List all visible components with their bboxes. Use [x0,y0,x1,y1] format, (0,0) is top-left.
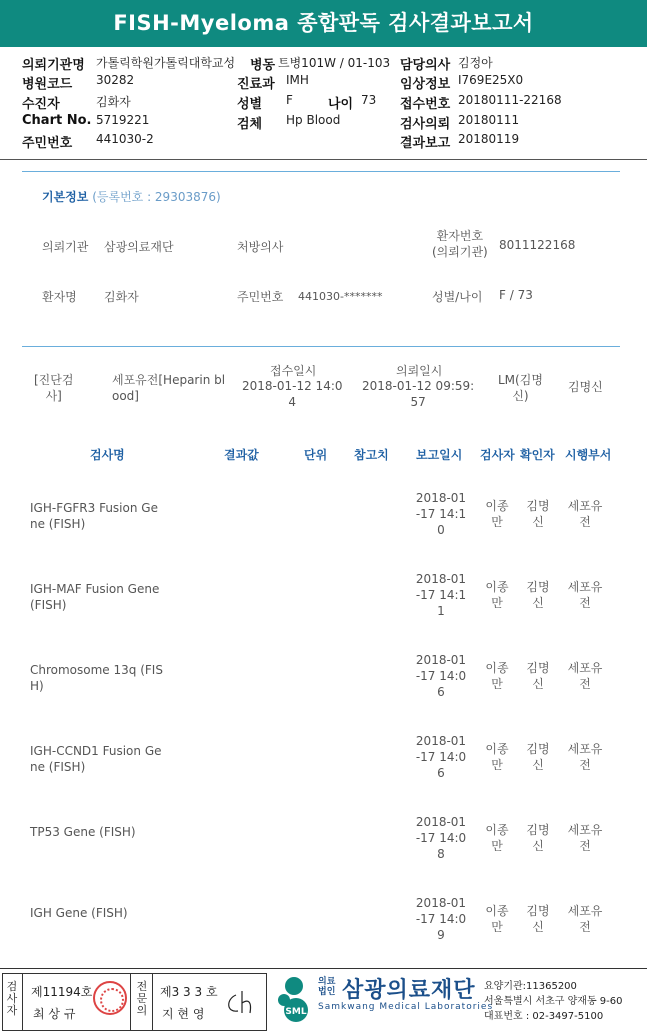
name-value: 김화자 [104,290,139,304]
rrn-value: 441030-******* [298,290,383,303]
basic-info-title [42,188,221,205]
red-seal-stamp [93,981,127,1015]
institution-value: 가톨릭학원가톨릭대학교성 [96,56,236,70]
header-divider [0,159,647,160]
hospital-code-value: 30282 [96,73,135,87]
section-rule [22,346,620,347]
patient-no-value: 8011122168 [499,238,576,252]
diag-type: [진단검 사] [34,373,74,403]
clinical-label: 임상정보 [400,77,451,92]
request-value: 20180111 [458,113,520,127]
test-report-time: 2018-01 -17 14:1 0 [415,491,467,537]
tester-license: 제11194호 [31,985,93,999]
lm-doctor: LM(김명 신) [498,373,543,403]
test-row [22,802,622,882]
diag-dept: 세포유전[Heparin bl ood] [112,373,226,403]
test-report-time: 2018-01 -17 14:0 8 [415,815,467,861]
name-label: 환자명 [42,290,77,304]
patient-label: 수진자 [22,97,60,112]
test-name: TP53 Gene (FISH) [30,825,136,839]
registration-number: (등록번호 : 29303876) [92,190,221,204]
sig-divider-2 [130,973,131,1031]
test-tester: 이종 만 [485,742,509,772]
specialist-license: 제3 3 3 호 [160,985,218,999]
request-label: 검사의뢰 [400,117,451,132]
chart-no-label: Chart No. [22,113,92,128]
dept-value: IMH [286,73,309,87]
patient-value: 김화자 [96,95,131,109]
test-confirmer: 김명 신 [526,823,550,853]
facility-code: 요양기관:11365200 [484,981,577,992]
dept-label: 진료과 [237,77,275,92]
report-header [0,50,647,158]
col-tester: 검사자 [480,448,515,462]
ward-label: 병동 [250,58,276,73]
patient-no-label: 환자번호 (의뢰기관) [432,229,488,259]
test-dept: 세포유 전 [567,823,603,853]
sig-divider-3 [152,973,153,1031]
tester-name: 최 상 규 [33,1007,76,1021]
phone: 대표번호 : 02-3497-5100 [484,1011,604,1022]
received-label: 접수일시 [270,364,317,378]
corp-type: 의료 법인 [318,977,336,997]
test-tester: 이종 만 [485,499,509,529]
received-value: 2018-01-12 14:0 4 [242,379,343,409]
test-dept: 세포유 전 [567,499,603,529]
tester-vertical-label: 검 사 자 [6,980,18,1017]
clinical-value: I769E25X0 [458,73,524,87]
sex-age-label: 성별/나이 [432,290,483,304]
sml-logo-text: SML [285,1007,307,1017]
test-tester: 이종 만 [485,823,509,853]
corp-english-name: Samkwang Medical Laboratories [318,1002,494,1012]
result-report-label: 결과보고 [400,136,451,151]
sex-age-value: F / 73 [499,288,533,302]
test-name: IGH-FGFR3 Fusion Ge ne (FISH) [30,501,158,531]
sig-divider-1 [22,973,23,1031]
basic-info-heading: 기본정보 [42,190,89,204]
specialist-vertical-label: 전 문 의 [136,980,148,1017]
test-row [22,559,622,639]
col-result: 결과값 [224,448,259,462]
test-confirmer: 김명 신 [526,904,550,934]
test-confirmer: 김명 신 [526,661,550,691]
test-confirmer: 김명 신 [526,742,550,772]
prescriber-label: 처방의사 [237,240,284,254]
chart-no-value: 5719221 [96,113,150,127]
resident-no-value: 441030-2 [96,132,154,146]
scanned-result-sheet [22,168,622,958]
requested-value: 2018-01-12 09:59: 57 [362,379,475,409]
institution-label: 의뢰기관명 [22,58,85,73]
top-rule [22,171,620,172]
specimen-label: 검체 [237,117,263,132]
receipt-no-label: 접수번호 [400,97,451,112]
test-tester: 이종 만 [485,580,509,610]
test-report-time: 2018-01 -17 14:1 1 [415,572,467,618]
test-name: IGH-CCND1 Fusion Ge ne (FISH) [30,744,162,774]
col-unit: 단위 [304,448,328,462]
doctor-value: 김정아 [458,56,493,70]
col-confirmer: 확인자 [520,448,555,462]
test-confirmer: 김명 신 [526,499,550,529]
test-name: IGH Gene (FISH) [30,906,128,920]
col-report-time: 보고일시 [416,448,463,462]
doctor-label: 담당의사 [400,58,451,73]
test-name: IGH-MAF Fusion Gene (FISH) [30,582,160,612]
specialist-name: 지 현 영 [162,1007,205,1021]
handwritten-signature [222,985,262,1019]
test-row [22,640,622,720]
col-reference: 참고치 [354,448,389,462]
sex-label: 성별 [237,97,263,112]
test-row [22,721,622,801]
specimen-value: Hp Blood [286,113,341,127]
age-value: 73 [361,93,377,107]
col-dept: 시행부서 [565,448,612,462]
test-report-time: 2018-01 -17 14:0 6 [415,734,467,780]
sml-logo [270,970,314,1024]
receipt-no-value: 20180111-22168 [458,93,562,107]
requested-label: 의뢰일시 [396,364,443,378]
test-name: Chromosome 13q (FIS H) [30,663,163,693]
age-label: 나이 [328,97,354,112]
sex-value: F [286,93,293,107]
rrn-label: 주민번호 [237,290,284,304]
inst-label: 의뢰기관 [42,240,89,254]
corp-name: 삼광의료재단 [342,978,476,1003]
report-title: FISH-Myeloma 종합판독 검사결과보고서 [0,0,647,47]
test-dept: 세포유 전 [567,904,603,934]
col-test-name: 검사명 [90,448,125,462]
test-report-time: 2018-01 -17 14:0 6 [415,653,467,699]
test-row [22,478,622,558]
test-row [22,883,622,963]
test-dept: 세포유 전 [567,580,603,610]
confirm-doctor: 김명신 [568,380,603,394]
hospital-code-label: 병원코드 [22,77,73,92]
address: 서울특별시 서초구 양재동 9-60 [484,996,623,1007]
ward-value: 트병101W / 01-103 [278,56,391,70]
test-tester: 이종 만 [485,661,509,691]
result-report-value: 20180119 [458,132,520,146]
test-report-time: 2018-01 -17 14:0 9 [415,896,467,942]
test-dept: 세포유 전 [567,742,603,772]
inst-value: 삼광의료재단 [104,240,174,254]
test-tester: 이종 만 [485,904,509,934]
test-confirmer: 김명 신 [526,580,550,610]
resident-no-label: 주민번호 [22,136,73,151]
test-dept: 세포유 전 [567,661,603,691]
